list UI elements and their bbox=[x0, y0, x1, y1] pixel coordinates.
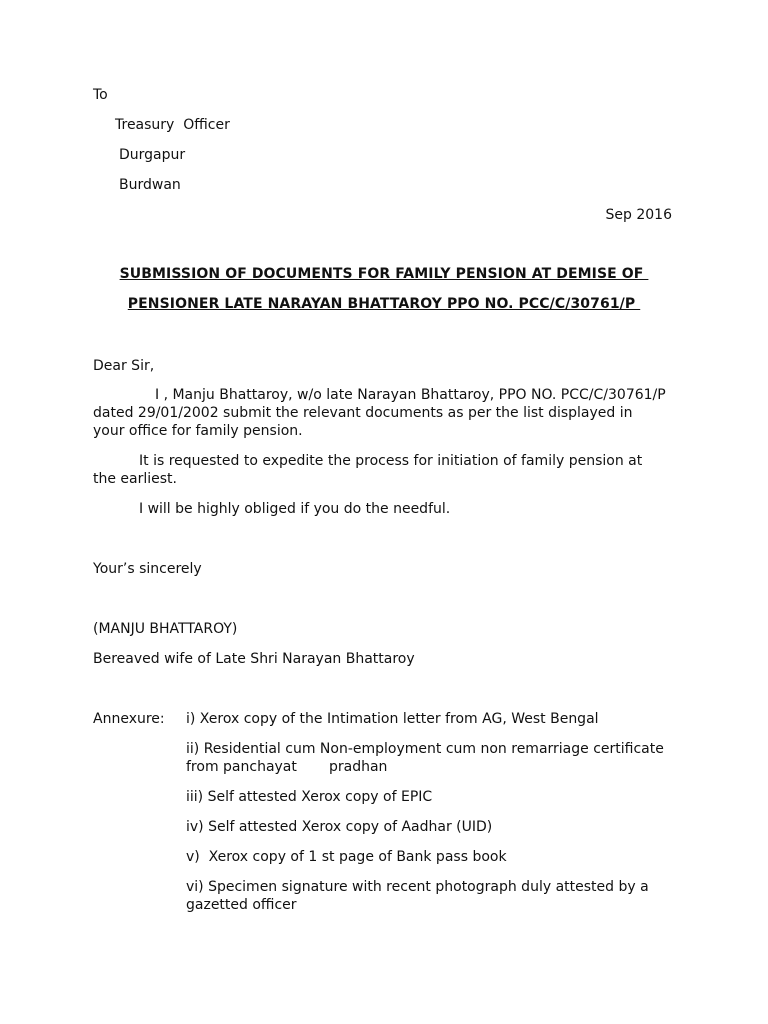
annexure-item-1: i) Xerox copy of the Intimation letter from AG, West Bengal bbox=[186, 711, 599, 727]
annexure-item-2-line2b: pradhan bbox=[329, 759, 388, 775]
annexure-item-6-line2: gazetted officer bbox=[186, 897, 297, 913]
address-recipient: Treasury Officer bbox=[115, 117, 230, 133]
annexure-item-5: v) Xerox copy of 1 st page of Bank pass book bbox=[186, 849, 507, 865]
body-para1-line1: I , Manju Bhattaroy, w/o late Narayan Bhattaroy, PPO NO. PCC/C/30761/P bbox=[155, 387, 666, 403]
signatory-name: (MANJU BHATTAROY) bbox=[93, 621, 238, 637]
annexure-item-3: iii) Self attested Xerox copy of EPIC bbox=[186, 789, 433, 805]
annexure-label: Annexure: bbox=[93, 711, 165, 727]
annexure-item-2-line2a: from panchayat bbox=[186, 759, 297, 775]
annexure-item-4: iv) Self attested Xerox copy of Aadhar (UID) bbox=[186, 819, 493, 835]
body-para1-line3: your office for family pension. bbox=[93, 423, 303, 439]
address-city: Durgapur bbox=[119, 147, 186, 163]
subject-line-2: PENSIONER LATE NARAYAN BHATTAROY PPO NO. PCC/C/30761/P bbox=[127, 296, 641, 312]
body-para3: I will be highly obliged if you do the needful. bbox=[139, 501, 451, 517]
letter-date: Sep 2016 bbox=[605, 207, 672, 223]
annexure-item-6-line1: vi) Specimen signature with recent photograph duly attested by a bbox=[186, 879, 649, 895]
signatory-designation: Bereaved wife of Late Shri Narayan Bhattaroy bbox=[93, 651, 415, 667]
body-para1-line2: dated 29/01/2002 submit the relevant documents as per the list displayed in bbox=[93, 405, 633, 421]
body-para2-line1: It is requested to expedite the process for initiation of family pension at bbox=[139, 453, 643, 469]
annexure-item-2-line1: ii) Residential cum Non-employment cum non remarriage certificate bbox=[186, 741, 664, 757]
address-district: Burdwan bbox=[119, 177, 181, 193]
address-to: To bbox=[93, 87, 108, 103]
salutation: Dear Sir, bbox=[93, 358, 155, 374]
closing: Your’s sincerely bbox=[93, 561, 202, 577]
body-para2-line2: the earliest. bbox=[93, 471, 177, 487]
subject-line-1: SUBMISSION OF DOCUMENTS FOR FAMILY PENSION AT DEMISE OF bbox=[119, 266, 649, 282]
